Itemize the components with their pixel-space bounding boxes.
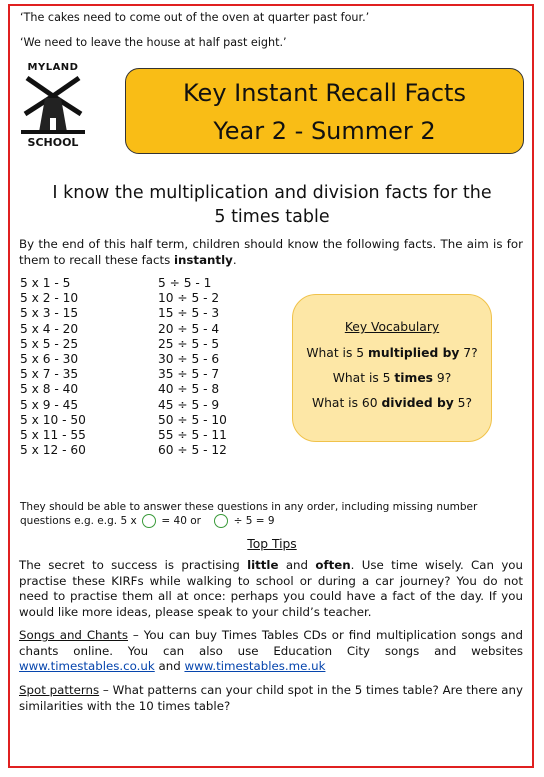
top-tips-title: Top Tips: [247, 537, 297, 551]
quote-2: ‘We need to leave the house at half past eight.’: [20, 36, 287, 49]
order-note-1: They should be able to answer these questions in any order, including missing number: [20, 501, 478, 513]
vocab-question-3: What is 60 divided by 5?: [311, 396, 473, 410]
fact-div: 40 ÷ 5 - 8: [158, 382, 220, 397]
fact-mult: 5 x 8 - 40: [20, 382, 79, 397]
fact-div: 55 ÷ 5 - 11: [158, 428, 227, 443]
tips-paragraph-3: Spot patterns – What patterns can your child spot in the 5 times table? Are there any similarities with the 10 times table?: [19, 683, 523, 713]
title-box: [125, 68, 524, 154]
multiplication-facts: [20, 276, 86, 458]
fact-div: 35 ÷ 5 - 7: [158, 367, 220, 382]
fact-div: 20 ÷ 5 - 4: [158, 321, 220, 336]
main-heading-2: 5 times table: [214, 207, 330, 227]
fact-div: 25 ÷ 5 - 5: [158, 336, 220, 351]
fact-div: 10 ÷ 5 - 2: [158, 291, 220, 306]
division-facts: [158, 276, 227, 458]
fact-div: 60 ÷ 5 - 12: [158, 443, 227, 458]
order-note-2: questions e.g. e.g. 5 x = 40 or ÷ 5 = 9: [20, 515, 275, 527]
timestables-me-uk-link[interactable]: www.timestables.me.uk: [184, 659, 326, 673]
title-line-2: Year 2 - Summer 2: [213, 117, 436, 145]
fact-div: 15 ÷ 5 - 3: [158, 306, 220, 321]
vocab-question-2: What is 5 times 9?: [332, 371, 452, 385]
fact-mult: 5 x 4 - 20: [20, 321, 79, 336]
missing-number-circle: [214, 514, 228, 528]
fact-div: 50 ÷ 5 - 10: [158, 412, 227, 427]
fact-div: 45 ÷ 5 - 9: [158, 397, 220, 412]
fact-mult: 5 x 3 - 15: [20, 306, 79, 321]
windmill-icon: [17, 74, 89, 136]
fact-mult: 5 x 12 - 60: [20, 443, 86, 458]
fact-mult: 5 x 2 - 10: [20, 291, 79, 306]
main-heading-1: I know the multiplication and division facts for the: [52, 183, 492, 203]
fact-mult: 5 x 5 - 25: [20, 336, 79, 351]
quote-1: ‘The cakes need to come out of the oven at quarter past four.’: [20, 11, 370, 24]
fact-mult: 5 x 9 - 45: [20, 397, 79, 412]
fact-div: 5 ÷ 5 - 1: [158, 276, 212, 290]
title-line-1: Key Instant Recall Facts: [183, 79, 466, 107]
key-vocabulary-box: [292, 294, 492, 442]
missing-number-circle: [142, 514, 156, 528]
school-logo: [17, 62, 89, 152]
fact-mult: 5 x 1 - 5: [20, 276, 71, 290]
tips-paragraph-1: The secret to success is practising little and often. Use time wisely. Can you practise these KIRFs while walking to school or during a car journey? You do not need to practise them all at once: perhaps you could have a fact of the day. If you would like more ideas, please speak to your child’s teacher.: [19, 558, 523, 619]
fact-mult: 5 x 11 - 55: [20, 428, 86, 443]
fact-mult: 5 x 7 - 35: [20, 367, 79, 382]
fact-mult: 5 x 6 - 30: [20, 352, 79, 367]
vocab-question-1: What is 5 multiplied by 7?: [306, 346, 478, 360]
timestables-co-uk-link[interactable]: www.timestables.co.uk: [19, 659, 155, 673]
tips-paragraph-2: Songs and Chants – You can buy Times Tables CDs or find multiplication songs and chants online. You can also use Education City songs and websites www.timestables.co.uk and www.timestables.me.uk: [19, 628, 524, 673]
intro-paragraph: By the end of this half term, children should know the following facts. The aim is for them to recall these facts instantly.: [19, 237, 523, 267]
logo-top-text: MYLAND: [27, 62, 79, 73]
logo-bottom-text: SCHOOL: [27, 136, 79, 149]
fact-div: 30 ÷ 5 - 6: [158, 352, 220, 367]
fact-mult: 5 x 10 - 50: [20, 412, 86, 427]
vocab-title: Key Vocabulary: [344, 320, 440, 334]
